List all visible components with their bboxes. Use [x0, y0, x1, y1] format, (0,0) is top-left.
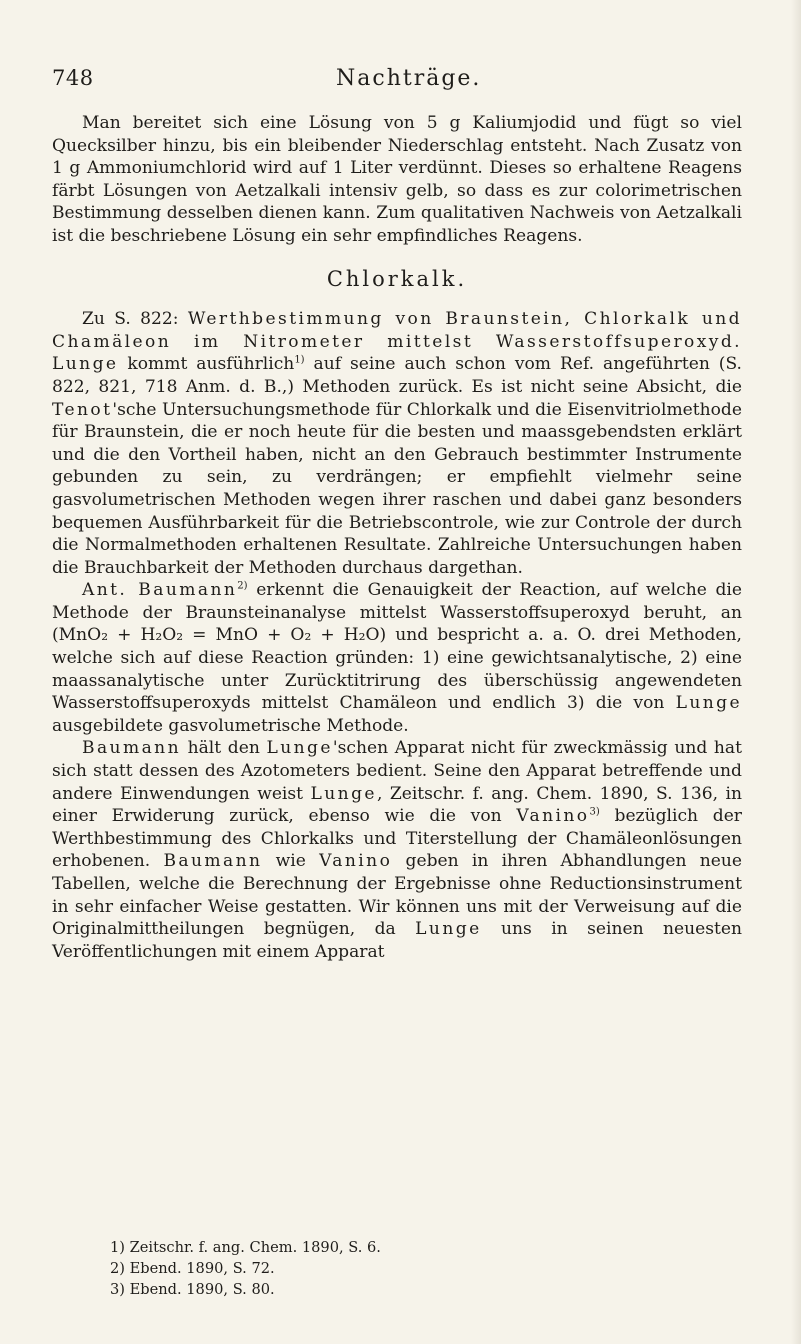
author-name: Tenot — [52, 399, 113, 420]
text-run: uns in seinen neuesten Veröffentlichungen mit einem Apparat — [52, 919, 743, 962]
footnote-2 — [110, 1258, 670, 1279]
page-number: 748 — [52, 66, 94, 90]
author-name: Lunge — [310, 783, 377, 804]
text-run: hält den — [187, 738, 260, 759]
footnote-text: Zeitschr. f. ang. Chem. 1890, S. 6. — [129, 1239, 381, 1256]
author-name: Baumann — [163, 851, 263, 872]
page-header — [52, 66, 752, 96]
text-run: 'schen Apparat nicht für zweckmässig und hat sich statt dessen des Azotometers bedient. Seine den Apparat betreffende und andere Einwendungen weist — [52, 738, 742, 804]
author-name: Lunge — [266, 738, 333, 759]
footnote-ref-3: 3) — [589, 806, 600, 818]
author-name: Ant. Baumann — [82, 580, 238, 601]
text-run: erkennt die Genauigkeit der Reaction, auf welche die Methode der Braunsteinanalyse mittelst Wasserstoffsuperoxyd beruht, an — [52, 580, 742, 623]
topic-title: Werthbestimmung von Braunstein, Chlorkalk und Chamäleon im Nitrometer mittelst Wasserstoffsuperoxyd. — [52, 309, 742, 352]
footnote-text: Ebend. 1890, S. 72. — [129, 1260, 275, 1277]
chemical-formula: (MnO₂ + H₂O₂ = MnO + O₂ + H₂O) — [52, 625, 387, 646]
text-run: und bespricht a. a. O. drei Methoden, welche sich auf diese Reaction gründen: 1) eine gewichtsanalytische, 2) eine maassanalytische unter Zurücktitrirung des überschüssig angewendeten Wasserstoffsuperoxyds mittelst Chamäleon und endlich 3) die von — [52, 625, 742, 714]
footnote-mark: 2) — [110, 1260, 125, 1277]
footnote-1 — [110, 1237, 670, 1258]
text-run: auf seine auch schon vom Ref. angeführten (S. 822, 821, 718 Anm. d. B.,) Methoden zurück. Es ist nicht seine Absicht, die — [52, 354, 742, 397]
footnote-mark: 3) — [110, 1281, 125, 1298]
footnote-mark: 1) — [110, 1239, 125, 1256]
text-run: wie — [275, 851, 306, 872]
text-run: ausgebildete gasvolumetrische Methode. — [52, 715, 409, 736]
footnote-ref-1: 1) — [294, 354, 305, 366]
text-run: kommt ausführlich — [127, 354, 295, 375]
running-head: Nachträge. — [336, 66, 482, 91]
page-edge-shadow — [791, 0, 801, 1344]
paragraph-apparat — [52, 737, 742, 963]
body-text — [52, 112, 742, 963]
text-run: geben in ihren Abhandlungen neue Tabellen, welche die Berechnung der Ergebnisse ohne Reductionsinstrument in sehr einfacher Weise gestatten. Wir können uns mit der Verweisung auf die Originalmittheilungen begnügen, da — [52, 851, 743, 940]
author-name: Vanino — [516, 806, 590, 827]
footnotes — [110, 1237, 670, 1300]
intro-paragraph: Man bereitet sich eine Lösung von 5 g Kaliumjodid und fügt so viel Quecksilber hinzu, bis ein bleibender Niederschlag entsteht. Nach Zusatz von 1 g Ammoniumchlorid wird auf 1 Liter verdünnt. Dieses so erhaltene Reagens färbt Lösungen von Aetzalkali intensiv gelb, so dass es zur colorimetrischen Bestimmung desselben dienen kann. Zum qualitativen Nachweis von Aetzalkali ist die beschriebene Lösung ein sehr empfindliches Reagens. — [52, 113, 742, 246]
section-title: Chlorkalk. — [326, 266, 468, 291]
paragraph-baumann — [52, 579, 742, 737]
author-name: Baumann — [82, 738, 181, 759]
footnote-ref-2: 2) — [237, 580, 248, 592]
author-name: Lunge — [675, 693, 743, 714]
text-run: , Zeitschr. f. ang. Chem. 1890, S. 136, in einer Erwiderung zurück, ebenso wie die von — [52, 783, 742, 827]
reference-lead: Zu S. 822: — [82, 309, 179, 330]
text-run: bezüglich der Werthbestimmung des Chlorkalks und Titerstellung der Chamäleonlösungen erhobenen. — [52, 806, 742, 872]
author-name: Vanino — [319, 851, 393, 872]
footnote-3 — [110, 1279, 670, 1300]
text-run: 'sche Untersuchungsmethode für Chlorkalk und die Eisenvitriolmethode für Braunstein, die er noch heute für die besten und maassgebendsten erklärt und die den Vortheil haben, nicht an den Gebrauch bestimmter Instrumente gebunden zu sein, zu verdrängen; er empfiehlt vielmehr seine gasvolumetrischen Methoden wegen ihrer raschen und dabei ganz besonders bequemen Ausführbarkeit für die Betriebscontrole, wie zur Controle der durch die Normalmethoden erhaltenen Resultate. Zahlreiche Untersuchungen haben die Brauchbarkeit der Methoden durchaus dargethan. — [52, 399, 742, 578]
paragraph-werthbestimmung — [52, 308, 742, 579]
author-name: Lunge — [415, 919, 482, 940]
footnote-text: Ebend. 1890, S. 80. — [129, 1281, 275, 1298]
author-name: Lunge — [52, 354, 119, 375]
